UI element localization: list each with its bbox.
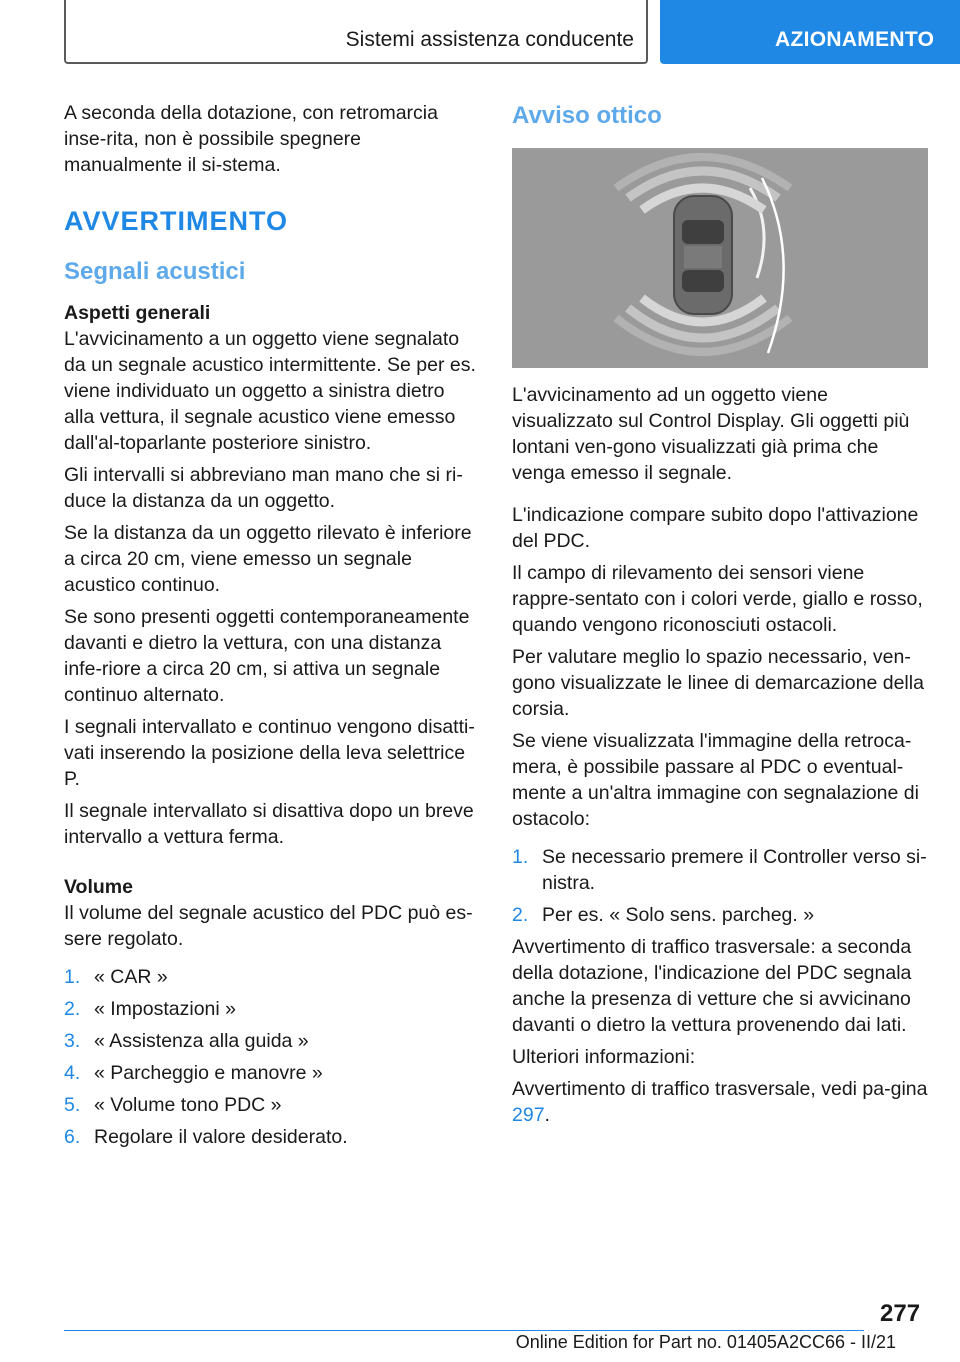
list-item xyxy=(512,844,930,896)
step-text: « Parcheggio e manovre » xyxy=(94,1062,323,1084)
step-number: 2. xyxy=(64,998,81,1020)
volume-steps-list xyxy=(64,964,479,1150)
step-number: 3. xyxy=(64,1030,81,1052)
paragraph: L'indicazione compare subito dopo l'attivazione del PDC. xyxy=(512,504,919,552)
step-text: Regolare il valore desiderato. xyxy=(94,1126,348,1148)
paragraph: L'avvicinamento ad un oggetto viene visualizzato sul Control Display. Gli oggetti più lontani ven-gono visualizzati già prima che venga emesso il segnale. xyxy=(512,384,910,484)
paragraph: Gli intervalli si abbreviano man mano che si ri-duce la distanza da un oggetto. xyxy=(64,464,463,512)
list-item xyxy=(64,1124,479,1150)
paragraph-see-also xyxy=(512,1076,930,1128)
step-number: 5. xyxy=(64,1094,81,1116)
right-column xyxy=(512,100,930,1128)
step-text: « CAR » xyxy=(94,966,168,988)
step-text: « Assistenza alla guida » xyxy=(94,1030,309,1052)
header-chapter-title: AZIONAMENTO xyxy=(775,28,935,51)
see-also-text: Avvertimento di traffico trasversale, vedi pa-gina xyxy=(512,1078,928,1100)
step-text: « Volume tono PDC » xyxy=(94,1094,282,1116)
pdc-car-illustration xyxy=(512,148,928,368)
list-item xyxy=(64,964,479,990)
paragraph: Se viene visualizzata l'immagine della retroca-mera, è possibile passare al PDC o eventual-mente a un'altra immagine con segnalazione di ostacolo: xyxy=(512,730,919,830)
step-number: 4. xyxy=(64,1062,81,1084)
see-also-end: . xyxy=(544,1104,550,1126)
header-chapter-tab xyxy=(660,0,960,64)
paragraph: Per valutare meglio lo spazio necessario, ven-gono visualizzate le linee di demarcazione della corsia. xyxy=(512,646,924,720)
paragraph: Il campo di rilevamento dei sensori viene rappre-sentato con i colori verde, giallo e rosso, quando vengono riconosciuti ostacoli. xyxy=(512,562,923,636)
list-item xyxy=(512,902,930,928)
step-text: Se necessario premere il Controller verso si-nistra. xyxy=(542,846,927,894)
list-item xyxy=(64,1092,479,1118)
step-number: 1. xyxy=(64,966,81,988)
page-reference-link[interactable]: 297 xyxy=(512,1104,545,1126)
paragraph: Il segnale intervallato si disattiva dopo un breve intervallo a vettura ferma. xyxy=(64,800,474,848)
page-number: 277 xyxy=(880,1300,921,1327)
step-number: 1. xyxy=(512,846,529,868)
paragraph: Il volume del segnale acustico del PDC può es-sere regolato. xyxy=(64,902,473,950)
step-text: Per es. « Solo sens. parcheg. » xyxy=(542,904,815,926)
step-text: « Impostazioni » xyxy=(94,998,236,1020)
step-number: 2. xyxy=(512,904,529,926)
list-item xyxy=(64,1060,479,1086)
section-heading-visual: Avviso ottico xyxy=(512,102,662,129)
intro-paragraph: A seconda della dotazione, con retromarcia inse-rita, non è possibile spegnere manualmente il si-stema. xyxy=(64,102,438,176)
paragraph: Se la distanza da un oggetto rilevato è inferiore a circa 20 cm, viene emesso un segnale acustico continuo. xyxy=(64,522,472,596)
subheading-general: Aspetti generali xyxy=(64,302,211,324)
list-item xyxy=(64,1028,479,1054)
left-column xyxy=(64,100,479,1150)
list-item xyxy=(64,996,479,1022)
header-section-tab xyxy=(64,0,648,64)
paragraph: Se sono presenti oggetti contemporaneamente davanti e dietro la vettura, con una distanza infe-riore a circa 20 cm, si attiva un segnale continuo alternato. xyxy=(64,606,470,706)
footer-edition: Online Edition for Part no. 01405A2CC66 - II/21 xyxy=(515,1332,896,1352)
section-heading-acoustic: Segnali acustici xyxy=(64,258,246,285)
pdc-display-image xyxy=(512,148,928,368)
header-section-title: Sistemi assistenza conducente xyxy=(345,28,634,51)
display-steps-list xyxy=(512,844,930,928)
subheading-volume: Volume xyxy=(64,876,133,898)
footer-divider xyxy=(64,1330,864,1331)
paragraph-cross-traffic: Avvertimento di traffico trasversale: a seconda della dotazione, l'indicazione del PDC segnala anche la presenza di vetture che si avvicinano davanti o dietro la vettura provenendo dai lati. xyxy=(512,936,912,1036)
paragraph: L'avvicinamento a un oggetto viene segnalato da un segnale acustico intermittente. Se per es. viene individuato un oggetto a sinistra dietro alla vettura, il segnale acustico viene emesso dall'al-toparlante posteriore sinistro. xyxy=(64,328,476,454)
warning-heading: AVVERTIMENTO xyxy=(64,206,289,236)
step-number: 6. xyxy=(64,1126,81,1148)
paragraph-further-info: Ulteriori informazioni: xyxy=(512,1046,696,1068)
paragraph: I segnali intervallato e continuo vengono disatti-vati inserendo la posizione della leva selettrice P. xyxy=(64,716,475,790)
